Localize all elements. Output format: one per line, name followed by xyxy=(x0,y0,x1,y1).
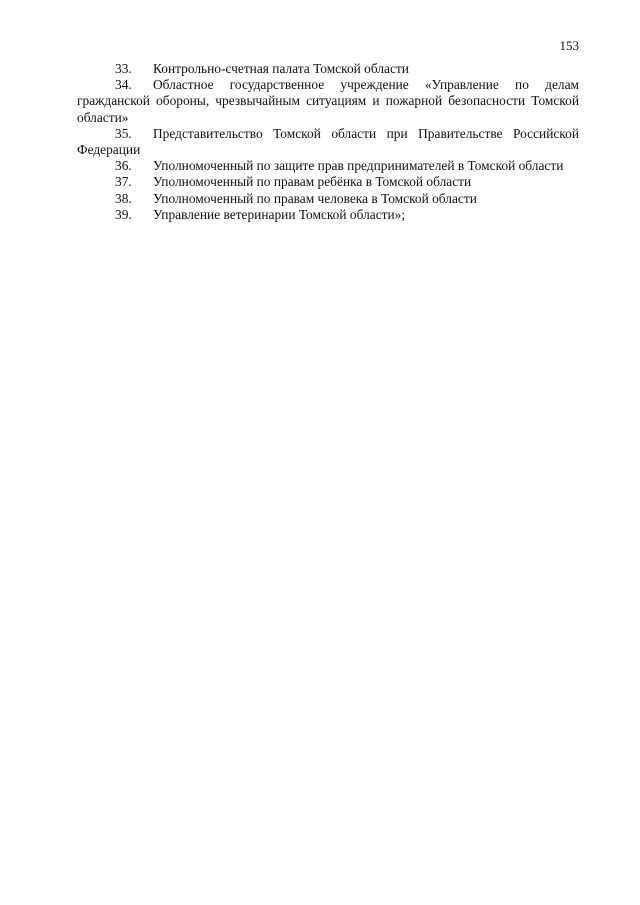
list-item xyxy=(77,207,579,223)
organization-list xyxy=(77,61,579,223)
list-item-text: Управление ветеринарии Томской области»; xyxy=(153,206,406,222)
list-item-number: 35. xyxy=(115,125,132,141)
list-item xyxy=(77,191,579,207)
list-item-text: Уполномоченный по защите прав предпринимателей в Томской области xyxy=(153,158,564,174)
list-item-text: Контрольно-счетная палата Томской области xyxy=(153,61,409,76)
list-item-number: 38. xyxy=(115,190,132,206)
list-item-number: 33. xyxy=(115,61,132,76)
page-number: 153 xyxy=(559,38,579,53)
list-item-number: 36. xyxy=(115,158,132,174)
list-item xyxy=(77,61,579,77)
list-item-text: Уполномоченный по правам ребёнка в Томской области xyxy=(153,174,472,190)
list-item xyxy=(77,174,579,190)
list-item-number: 37. xyxy=(115,174,132,190)
list-item-text: Уполномоченный по правам человека в Томской области xyxy=(153,190,477,206)
list-item-text: Областное государственное учреждение «Управление по делам гражданской обороны, чрезвычайным ситуациям и пожарной безопасности Томской области» xyxy=(77,77,579,125)
list-item xyxy=(77,158,579,174)
list-item-number: 39. xyxy=(115,206,132,222)
list-item xyxy=(77,77,579,126)
list-item-number: 34. xyxy=(115,77,132,93)
list-item xyxy=(77,126,579,158)
list-item-text: Представительство Томской области при Правительстве Российской Федерации xyxy=(77,125,579,158)
